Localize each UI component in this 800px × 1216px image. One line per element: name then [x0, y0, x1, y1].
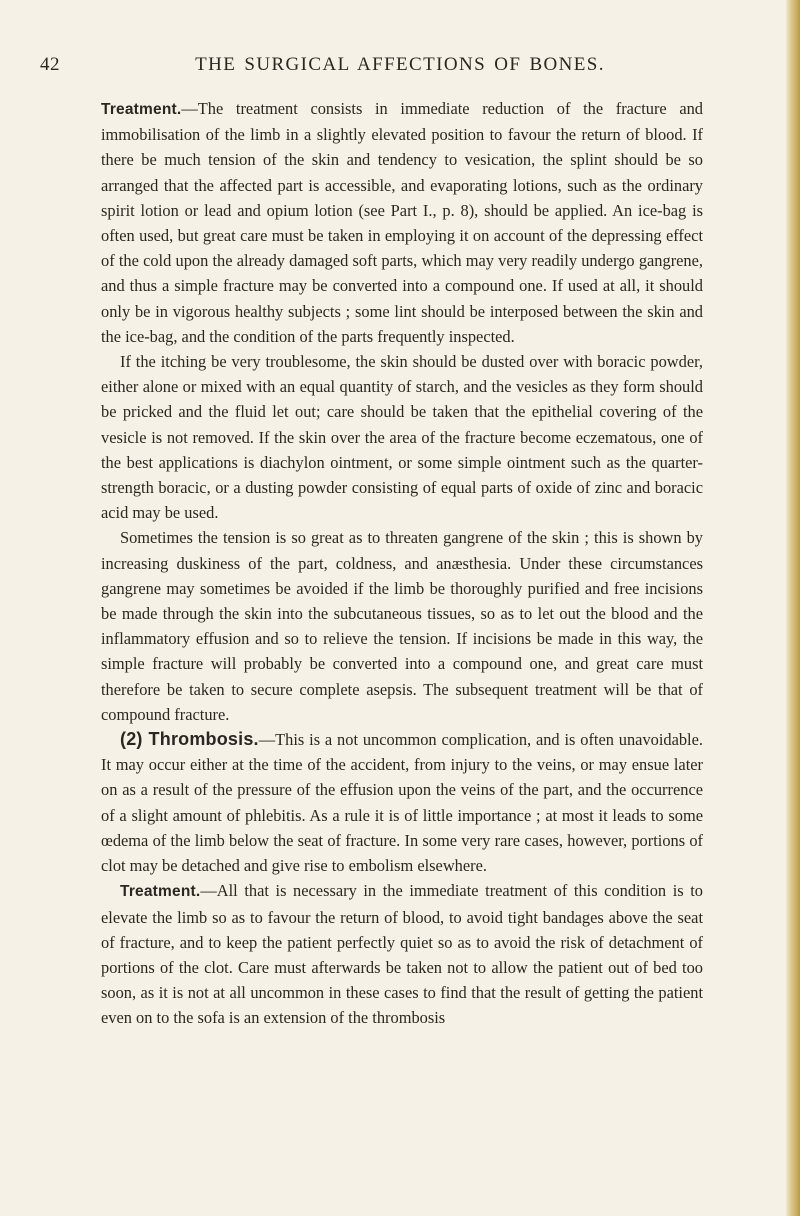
section-heading-thrombosis: (2) Thrombosis.: [120, 729, 259, 750]
running-title: THE SURGICAL AFFECTIONS OF BONES.: [195, 54, 605, 75]
paragraph-treatment: [101, 96, 703, 349]
page-header: [40, 54, 760, 84]
paragraph-text: —This is a not uncommon complication, and is often unavoidable. It may occur either at the time of the accident, from injury to the veins, or may ensue later on as a result of the pressure of the effusion upon the veins of the part, and the occurrence of a slight amount of phlebitis. As a rule it is of little importance ; at most it leads to some œdema of the limb below the seat of fracture. In some very rare cases, however, portions of clot may be detached and give rise to embolism elsewhere.: [101, 730, 703, 876]
paragraph-text: —The treatment consists in immediate reduction of the fracture and immobilisation of the limb in a slightly elevated position to favour the return of blood. If there be much tension of the skin and tendency to vesication, the splint should be so arranged that the affected part is accessible, and evaporating lotions, such as the ordinary spirit lotion or lead and opium lotion (see Part I., p. 8), should be applied. An ice-bag is often used, but great care must be taken in employing it on account of the depressing effect of the cold upon the already damaged soft parts, which may very readily undergo gangrene, and thus a simple fracture may be converted into a compound one. If used at all, it should only be in vigorous healthy subjects ; some lint should be interposed between the skin and the ice-bag, and the condition of the parts frequently inspected.: [101, 99, 703, 346]
paragraph-text: If the itching be very troublesome, the skin should be dusted over with boracic powder, either alone or mixed with an equal quantity of starch, and the vesicles as they form should be pricked and the fluid let out; care should be taken that the epithelial covering of the vesicle is not removed. If the skin over the area of the fracture become eczematous, one of the best applications is diachylon ointment, or some simple ointment such as the quarter-strength boracic, or a dusting powder consisting of equal parts of oxide of zinc and boracic acid may be used.: [101, 352, 703, 523]
page-edge: [786, 0, 800, 1216]
section-heading-treatment: Treatment.: [101, 101, 182, 118]
paragraph-text: Sometimes the tension is so great as to threaten gangrene of the skin ; this is shown by increasing duskiness of the part, coldness, and anæsthesia. Under these circumstances gangrene may sometimes be avoided if the limb be thoroughly purified and free incisions be made through the skin into the subcutaneous tissues, so as to let out the blood and the inflammatory effusion and so to relieve the tension. If incisions be made in this way, the simple fracture will probably be converted into a compound one, and great care must therefore be taken to secure complete asepsis. The subsequent treatment will be that of compound fracture.: [101, 528, 703, 724]
page-number: 42: [40, 54, 60, 75]
paragraph-text: —All that is necessary in the immediate treatment of this condition is to elevate the limb so as to favour the return of blood, to avoid tight bandages above the seat of fracture, and to keep the patient perfectly quiet so as to avoid the risk of detachment of portions of the clot. Care must afterwards be taken not to allow the patient out of bed too soon, as it is not at all uncommon in these cases to find that the result of getting the patient even on to the sofa is an extension of the thrombosis: [101, 881, 703, 1028]
paragraph-thrombosis: [101, 727, 703, 878]
section-heading-thrombosis-treatment: Treatment.: [120, 883, 201, 901]
paragraph-tension: [101, 525, 703, 727]
paragraph-thrombosis-treatment: [101, 878, 703, 1030]
paragraph-itching: [101, 349, 703, 525]
body-text: [101, 96, 703, 1031]
